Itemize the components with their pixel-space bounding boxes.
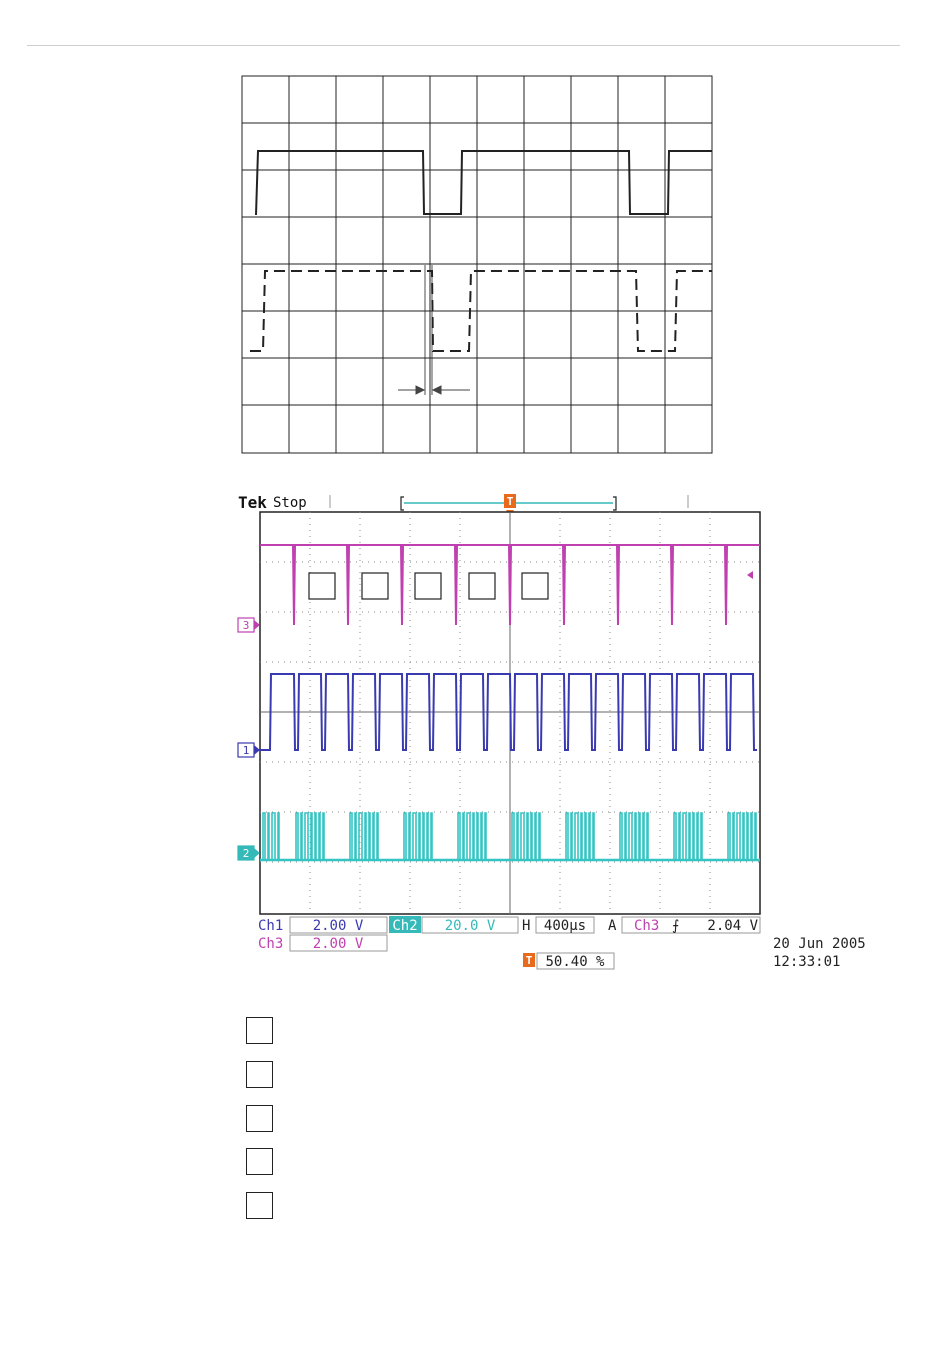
ch3-marker [238, 618, 260, 632]
run-state: Stop [273, 495, 307, 511]
trigger-position-value: 50.40 % [545, 954, 605, 970]
solid-square-wave [256, 151, 712, 215]
ch1-marker [238, 743, 260, 757]
horizontal-label: H [522, 918, 531, 934]
brand-logo: Tek [238, 493, 267, 512]
ch1-scale: 2.00 V [312, 918, 364, 934]
svg-text:T: T [506, 495, 514, 508]
legend-box-4 [246, 1148, 273, 1175]
page-top-rule [27, 45, 900, 46]
ch3-scale: 2.00 V [312, 936, 364, 952]
readout-panel [258, 916, 866, 970]
ch3-label: Ch3 [258, 936, 284, 952]
legend-box-3 [246, 1105, 273, 1132]
ch2-marker [238, 846, 260, 860]
capture-time: 12:33:01 [773, 954, 841, 970]
trigger-slope-icon: ⨍ [672, 918, 680, 934]
legend-box-5 [246, 1192, 273, 1219]
trigger-level: 2.04 V [707, 918, 758, 934]
svg-text:2: 2 [242, 847, 250, 860]
legend-box-1 [246, 1017, 273, 1044]
ch2-scale: 20.0 V [444, 918, 496, 934]
ch2-label: Ch2 [392, 918, 418, 934]
timing-grid [242, 76, 712, 453]
acquisition-label: A [608, 918, 617, 934]
oscilloscope-screen [230, 490, 890, 980]
horizontal-scale: 400µs [543, 918, 587, 934]
trigger-position-icon: T [525, 954, 533, 967]
legend-box-2 [246, 1061, 273, 1088]
trigger-source: Ch3 [634, 918, 660, 934]
svg-text:3: 3 [242, 619, 250, 632]
ch1-label: Ch1 [258, 918, 284, 934]
svg-text:1: 1 [242, 744, 250, 757]
delay-arrows [398, 386, 470, 394]
timing-diagram [230, 70, 730, 470]
capture-date: 20 Jun 2005 [773, 936, 866, 952]
